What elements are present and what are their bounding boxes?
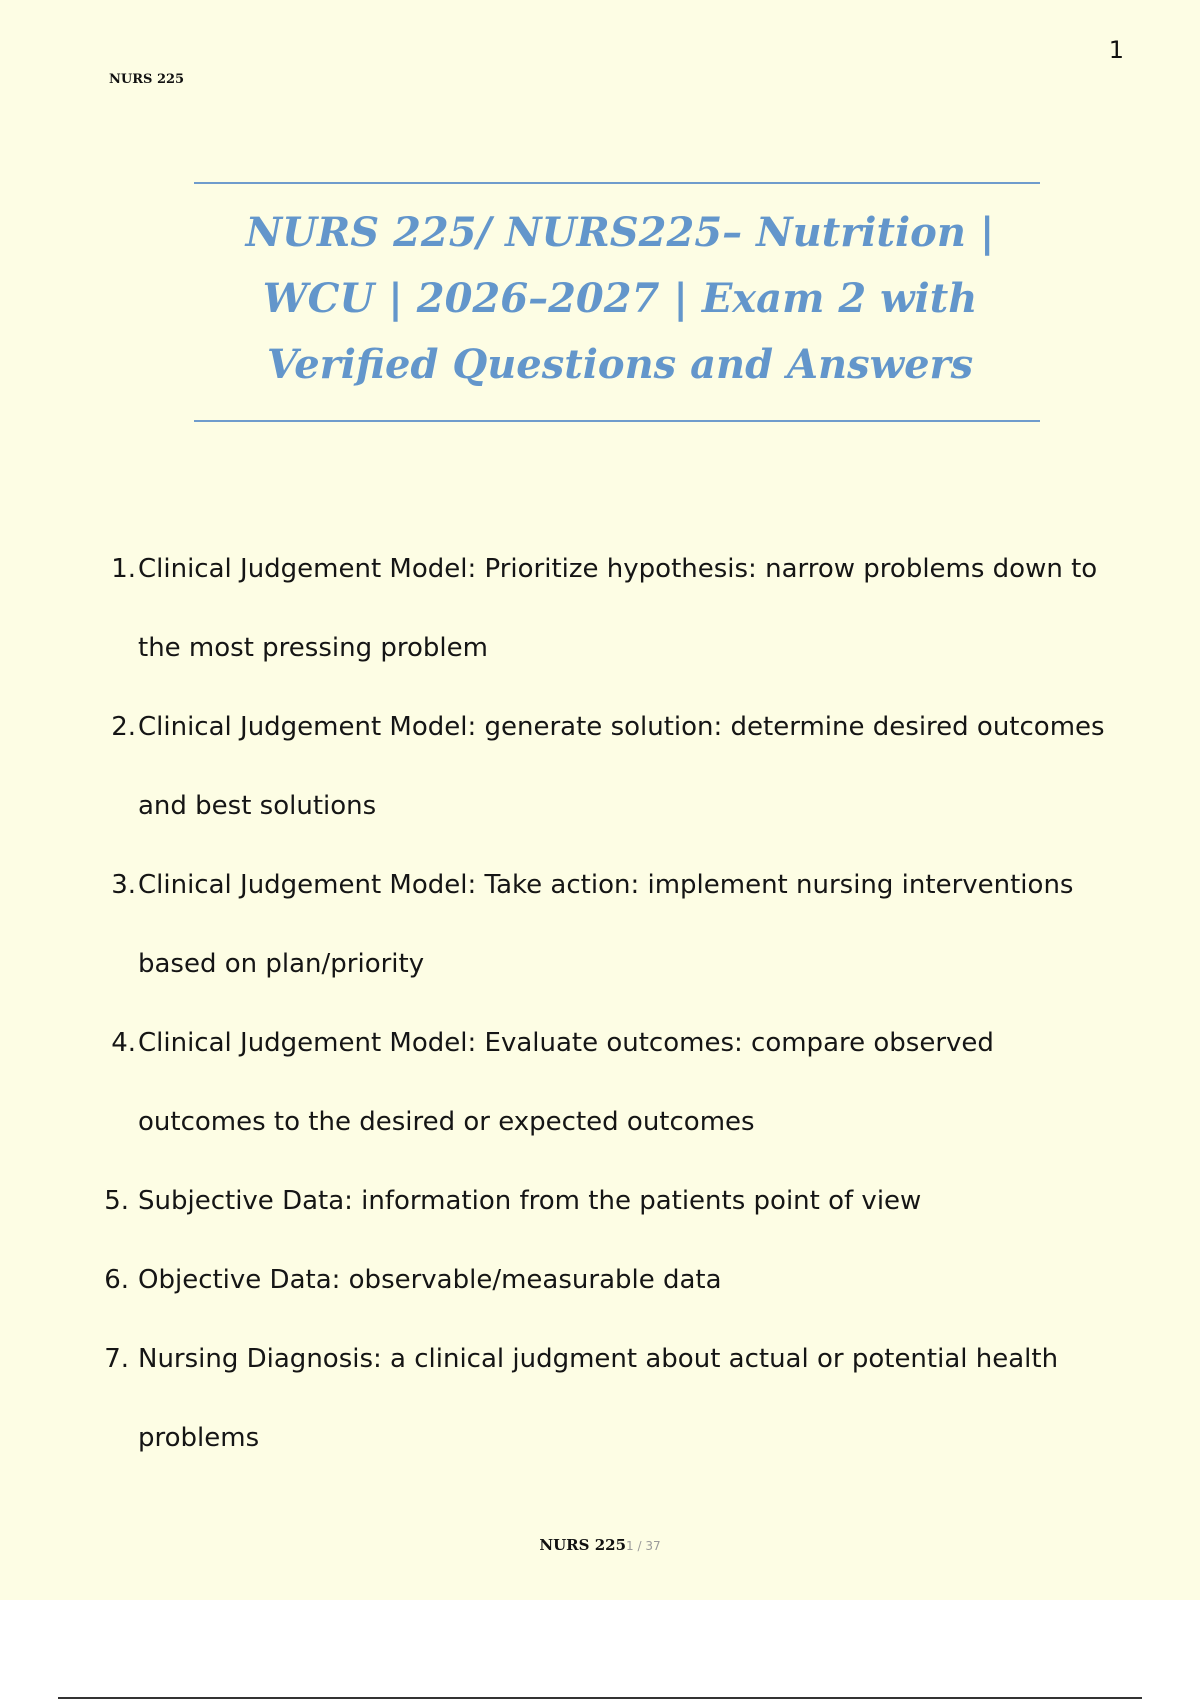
item-text: Clinical Judgement Model: generate solution: determine desired outcomes and best solutions [138, 712, 1105, 821]
footer-page-count: 1 / 37 [626, 1539, 661, 1553]
item-number: 1. [111, 554, 136, 584]
question-item [0, 846, 1200, 1004]
item-text: Clinical Judgement Model: Evaluate outcomes: compare observed outcomes to the desired or expected outcomes [138, 1028, 994, 1137]
question-item [0, 530, 1200, 688]
next-page-top-rule [58, 1697, 1142, 1699]
item-number: 4. [111, 1028, 136, 1058]
title-line-1: NURS 225/ NURS225– Nutrition | [245, 209, 995, 256]
item-text: Subjective Data: information from the patients point of view [138, 1186, 922, 1216]
item-text: Nursing Diagnosis: a clinical judgment about actual or potential health problems [138, 1344, 1059, 1453]
item-number: 3. [111, 870, 136, 900]
page-footer [0, 1536, 1200, 1554]
header-label: NURS 225 [109, 72, 185, 87]
question-item [0, 1320, 1200, 1478]
footer-label: NURS 225 [539, 1536, 627, 1554]
title-bottom-rule [194, 420, 1040, 422]
question-list [0, 530, 1200, 1478]
item-number: 6. [104, 1265, 129, 1295]
item-text: Clinical Judgement Model: Prioritize hypothesis: narrow problems down to the most pressing problem [138, 554, 1098, 663]
document-title [170, 200, 1070, 398]
question-item [0, 688, 1200, 846]
item-text: Objective Data: observable/measurable data [138, 1265, 722, 1295]
item-text: Clinical Judgement Model: Take action: implement nursing interventions based on plan/priority [138, 870, 1074, 979]
item-number: 7. [104, 1344, 129, 1374]
title-line-3: Verified Questions and Answers [266, 341, 974, 388]
title-line-2: WCU | 2026–2027 | Exam 2 with [262, 275, 978, 322]
page-number: 1 [1108, 36, 1124, 64]
question-item [0, 1162, 1200, 1241]
question-item [0, 1241, 1200, 1320]
item-number: 2. [111, 712, 136, 742]
title-top-rule [194, 182, 1040, 184]
item-number: 5. [104, 1186, 129, 1216]
question-item [0, 1004, 1200, 1162]
